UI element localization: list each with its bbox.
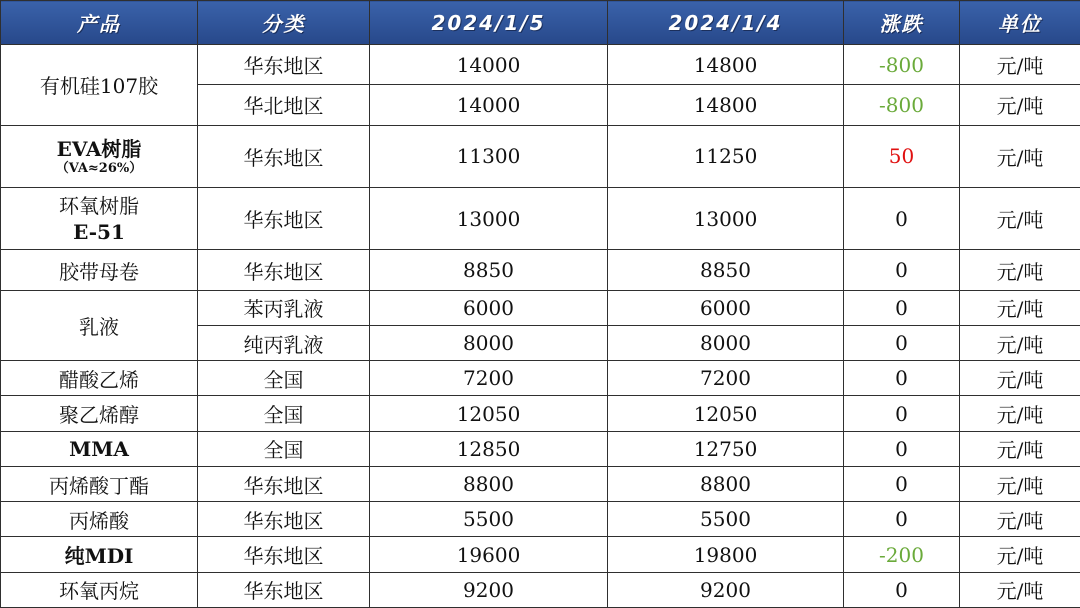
table-row [1,250,1080,290]
product-name-text: MMA [69,436,129,461]
change-cell: 0 [844,250,960,290]
price-date2: 5500 [608,502,844,537]
unit-cell: 元/吨 [960,572,1080,607]
table-row [1,466,1080,501]
price-date2: 12050 [608,396,844,431]
product-name: 环氧丙烷 [1,572,198,607]
price-date1: 13000 [370,188,608,250]
header-date2: 2024/1/4 [608,1,844,45]
table-row [1,572,1080,607]
change-cell: 0 [844,361,960,396]
change-cell: 0 [844,572,960,607]
price-date2: 12750 [608,431,844,466]
product-name: 聚乙烯醇 [1,396,198,431]
product-name-note: （VA≈26%） [55,161,143,177]
price-date2: 9200 [608,572,844,607]
unit-cell: 元/吨 [960,502,1080,537]
unit-cell: 元/吨 [960,290,1080,325]
table-row [1,502,1080,537]
region-cell: 华东地区 [198,250,370,290]
unit-cell: 元/吨 [960,537,1080,572]
product-name: 醋酸乙烯 [1,361,198,396]
price-date2: 8000 [608,325,844,360]
price-date1: 14000 [370,45,608,85]
change-cell: 0 [844,502,960,537]
region-cell: 全国 [198,396,370,431]
product-name [1,188,198,250]
header-product: 产品 [1,1,198,45]
price-date1: 12050 [370,396,608,431]
price-date1: 12850 [370,431,608,466]
unit-cell: 元/吨 [960,431,1080,466]
table-row [1,361,1080,396]
header-row [1,1,1080,45]
price-date2: 19800 [608,537,844,572]
change-cell: -800 [844,45,960,85]
price-date1: 7200 [370,361,608,396]
change-cell: 0 [844,431,960,466]
price-date2: 8800 [608,466,844,501]
region-cell: 华东地区 [198,188,370,250]
unit-cell: 元/吨 [960,188,1080,250]
unit-cell: 元/吨 [960,125,1080,187]
unit-cell: 元/吨 [960,466,1080,501]
table-row [1,537,1080,572]
price-date1: 8000 [370,325,608,360]
region-cell: 华东地区 [198,125,370,187]
product-name-line1: EVA树脂 [56,137,142,162]
region-cell: 全国 [198,361,370,396]
table-row [1,290,1080,325]
product-name: 有机硅107胶 [1,45,198,126]
product-name-line1: 环氧树脂 [59,193,139,218]
change-cell: -200 [844,537,960,572]
price-date2: 13000 [608,188,844,250]
price-date1: 6000 [370,290,608,325]
unit-cell: 元/吨 [960,361,1080,396]
unit-cell: 元/吨 [960,85,1080,125]
region-cell: 华东地区 [198,502,370,537]
price-date1: 8850 [370,250,608,290]
product-name [1,431,198,466]
product-name: 胶带母卷 [1,250,198,290]
change-cell: 0 [844,188,960,250]
price-date1: 5500 [370,502,608,537]
change-cell: 0 [844,325,960,360]
price-date2: 8850 [608,250,844,290]
price-date1: 11300 [370,125,608,187]
price-date2: 6000 [608,290,844,325]
region-cell: 纯丙乳液 [198,325,370,360]
price-date1: 14000 [370,85,608,125]
price-date1: 9200 [370,572,608,607]
table-row [1,125,1080,187]
change-cell: 50 [844,125,960,187]
table-row [1,396,1080,431]
header-change: 涨跌 [844,1,960,45]
change-cell: 0 [844,466,960,501]
product-name: 乳液 [1,290,198,361]
price-date1: 19600 [370,537,608,572]
price-date2: 14800 [608,85,844,125]
header-date1: 2024/1/5 [370,1,608,45]
unit-cell: 元/吨 [960,396,1080,431]
region-cell: 华北地区 [198,85,370,125]
product-name-line2: E-51 [73,219,125,244]
product-name: 丙烯酸 [1,502,198,537]
price-date2: 14800 [608,45,844,85]
header-category: 分类 [198,1,370,45]
region-cell: 华东地区 [198,572,370,607]
table-row [1,431,1080,466]
region-cell: 苯丙乳液 [198,290,370,325]
price-date2: 11250 [608,125,844,187]
price-date2: 7200 [608,361,844,396]
change-cell: 0 [844,396,960,431]
unit-cell: 元/吨 [960,45,1080,85]
table-row [1,45,1080,85]
region-cell: 华东地区 [198,466,370,501]
header-unit: 单位 [960,1,1080,45]
region-cell: 华东地区 [198,45,370,85]
product-name: 丙烯酸丁酯 [1,466,198,501]
change-cell: 0 [844,290,960,325]
change-cell: -800 [844,85,960,125]
table-row [1,188,1080,250]
unit-cell: 元/吨 [960,250,1080,290]
region-cell: 华东地区 [198,537,370,572]
product-name [1,125,198,187]
price-date1: 8800 [370,466,608,501]
unit-cell: 元/吨 [960,325,1080,360]
product-name [1,537,198,572]
region-cell: 全国 [198,431,370,466]
product-name-text: 纯MDI [64,544,134,569]
